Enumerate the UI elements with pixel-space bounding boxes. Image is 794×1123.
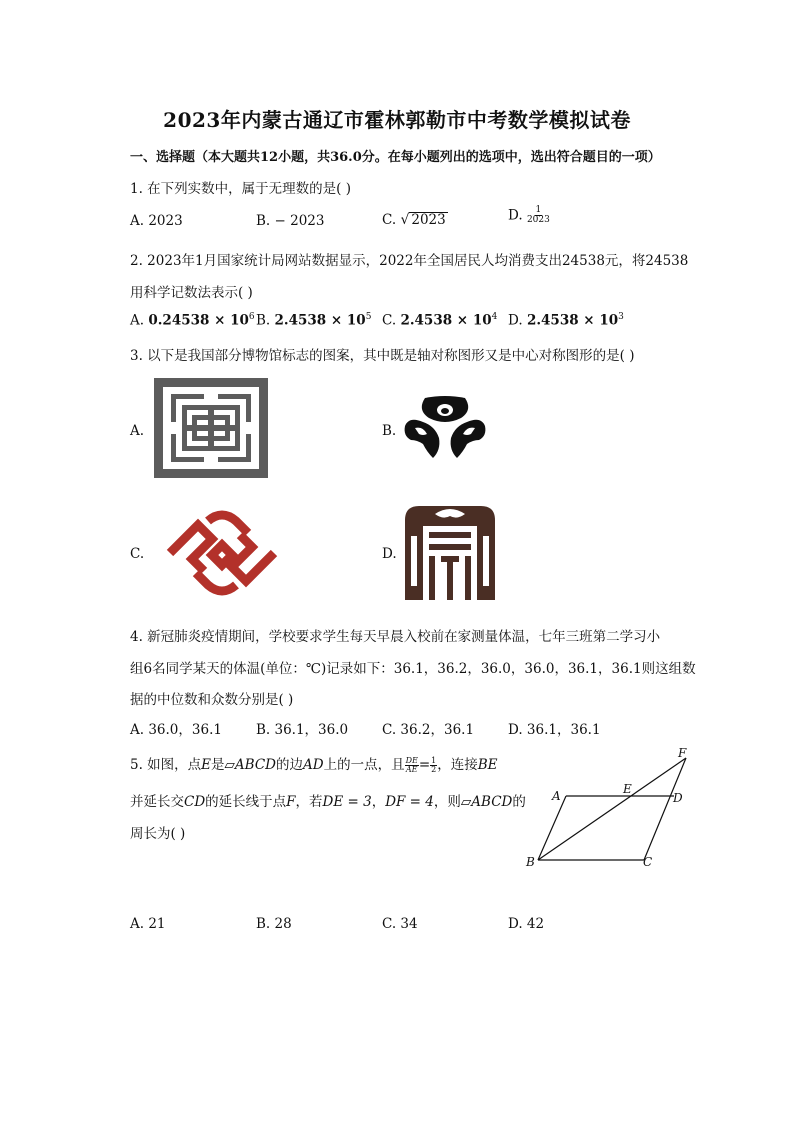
- q5-option-d: D. 42: [508, 916, 545, 932]
- option-exponent: 3: [618, 312, 624, 322]
- math-e: E: [201, 757, 212, 773]
- q5-stem-line1: [130, 753, 498, 774]
- q4-option-d: D. 36.1，36.1: [508, 722, 601, 738]
- fraction-numerator: 1: [431, 755, 437, 765]
- math-abcd: ABCD: [234, 757, 276, 773]
- fraction-numerator: DE: [405, 755, 418, 765]
- q1-option-c-radicand: 2023: [411, 212, 446, 228]
- math-be: BE: [477, 757, 498, 773]
- q2-stem-line2: 用科学记数法表示( ): [130, 285, 253, 301]
- math-f: F: [286, 794, 296, 810]
- section-header: 一、选择题（本大题共12小题，共36.0分。在每小题列出的选项中，选出符合题目的一项）: [130, 150, 661, 165]
- q2-option-a: [130, 312, 255, 329]
- point-label-d: D: [673, 791, 683, 805]
- q1-stem: 1. 在下列实数中，属于无理数的是( ): [130, 181, 351, 197]
- text: 上的一点，且: [323, 757, 405, 773]
- q1-option-d-fraction: [527, 206, 550, 226]
- equals-sign: =: [418, 757, 431, 773]
- math-cd: CD: [184, 794, 206, 810]
- option-value: 0.24538 × 10: [148, 312, 249, 329]
- point-label-f: F: [678, 746, 687, 760]
- q1-option-d-label: D.: [508, 207, 523, 224]
- q1-option-a: A. 2023: [130, 213, 183, 229]
- option-value: 2.4538 × 10: [526, 312, 619, 329]
- text: 并延长交: [130, 794, 184, 810]
- text: ，: [371, 794, 386, 810]
- q2-option-b: [256, 312, 371, 329]
- text: ，则▱: [433, 794, 472, 810]
- point-label-e: E: [623, 782, 632, 796]
- point-label-a: A: [552, 789, 561, 803]
- q3-label-d: D.: [382, 546, 397, 562]
- parallelogram-diagram: [520, 742, 700, 872]
- fraction-denominator: 2023: [526, 215, 550, 226]
- fraction-de-ae: [405, 757, 419, 775]
- q5-stem-line2: [130, 790, 526, 810]
- math-df-4: DF = 4: [385, 794, 434, 810]
- page-title: 2023年内蒙古通辽市霍林郭勒市中考数学模拟试卷: [163, 108, 631, 132]
- point-label-c: C: [643, 855, 653, 869]
- museum-logo-b-image: [403, 396, 487, 460]
- museum-logo-c-image: [152, 505, 292, 601]
- text: 的: [512, 794, 526, 810]
- q1-option-b: B. − 2023: [256, 213, 325, 229]
- museum-logo-a-image: [154, 378, 268, 478]
- q4-stem-line3: 据的中位数和众数分别是( ): [130, 692, 294, 708]
- fraction-denominator: 2: [431, 765, 437, 774]
- museum-logo-d-image: [405, 506, 495, 600]
- point-label-b: B: [526, 855, 535, 869]
- option-exponent: 6: [248, 312, 255, 322]
- q5-option-b: B. 28: [256, 916, 292, 932]
- text: 的边: [276, 757, 303, 773]
- q4-stem-line1: 4. 新冠肺炎疫情期间，学校要求学生每天早晨入校前在家测量体温，七年三班第二学习小: [130, 629, 661, 645]
- option-label: A.: [130, 312, 145, 329]
- q2-stem-line1: 2. 2023年1月国家统计局网站数据显示，2022年全国居民人均消费支出24538元，将24538: [130, 253, 689, 269]
- math-ad: AD: [303, 757, 324, 773]
- text: 的延长线于点: [205, 794, 287, 810]
- q4-option-c: C. 36.2，36.1: [382, 722, 475, 738]
- text: ，连接: [437, 757, 478, 773]
- sqrt-symbol: √: [400, 212, 410, 228]
- fraction-denominator: AE: [405, 765, 418, 774]
- option-value: 2.4538 × 10: [400, 312, 492, 329]
- q3-label-b: B.: [382, 423, 397, 439]
- option-value: 2.4538 × 10: [274, 312, 366, 329]
- math-de-3: DE = 3: [322, 794, 372, 810]
- option-label: C.: [382, 312, 397, 329]
- text: 是▱: [211, 757, 235, 773]
- q1-option-d: [508, 206, 550, 226]
- q5-stem-line3: 周长为( ): [130, 826, 186, 842]
- option-label: B.: [256, 312, 271, 329]
- q3-label-a: A.: [130, 423, 145, 439]
- fraction-numerator: 1: [535, 205, 542, 215]
- text: 5. 如图，点: [130, 757, 202, 773]
- q1-option-c-label: C.: [382, 212, 397, 228]
- math-abcd: ABCD: [471, 794, 513, 810]
- q4-stem-line2: 组6名同学某天的体温(单位：℃)记录如下：36.1，36.2，36.0，36.0，36.1，36.1则这组数: [130, 661, 696, 677]
- q5-option-a: A. 21: [130, 916, 166, 932]
- segment-cf: [644, 758, 686, 860]
- q2-option-c: [382, 312, 497, 329]
- option-label: D.: [508, 312, 523, 329]
- option-exponent: 5: [365, 312, 372, 322]
- q3-stem: 3. 以下是我国部分博物馆标志的图案，其中既是轴对称图形又是中心对称图形的是( ): [130, 348, 635, 364]
- q5-option-c: C. 34: [382, 916, 418, 932]
- q4-option-b: B. 36.1，36.0: [256, 722, 349, 738]
- option-exponent: 4: [491, 312, 498, 322]
- q4-option-a: A. 36.0，36.1: [130, 722, 222, 738]
- q1-option-c: [382, 212, 448, 228]
- q3-label-c: C.: [130, 546, 145, 562]
- q2-option-d: [508, 312, 624, 329]
- text: ，若: [295, 794, 323, 810]
